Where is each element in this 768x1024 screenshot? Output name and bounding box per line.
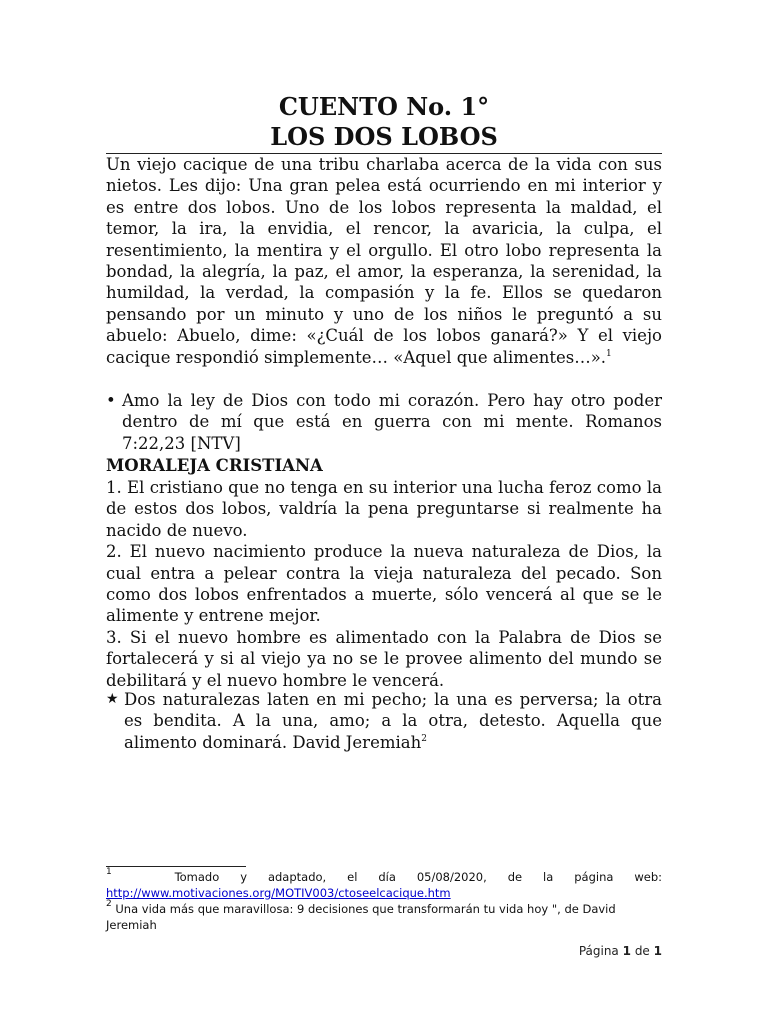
moral-heading: MORALEJA CRISTIANA [106,456,323,475]
footnote-separator [106,866,246,867]
moral-list [106,477,662,691]
scripture-bullet [106,390,662,454]
footer-label: Página [578,944,619,958]
bullet-icon: • [106,391,116,410]
footnote-1-line [106,869,662,885]
page-number [579,944,662,958]
quote-text: Dos naturalezas laten en mi pecho; la una es perversa; la otra es bendita. A la una, amo; a la otra, detesto. Aquella que alimento dominará. David Jeremiah [124,690,662,752]
footer-total: 1 [653,944,662,958]
footnote-2-text: Una vida más que maravillosa: 9 decisiones que transformarán tu vida hoy ", de David Jeremiah [106,902,616,932]
scripture-text: Amo la ley de Dios con todo mi corazón. Pero hay otro poder dentro de mí que está en guerra con mi mente. Romanos 7:22,23 [NTV] [122,391,662,453]
star-icon: ★ [106,691,119,707]
story-paragraph [106,154,662,368]
story-text: Un viejo cacique de una tribu charlaba acerca de la vida con sus nietos. Les dijo: Una gran pelea está ocurriendo en mi interior y es entre dos lobos. Uno de los lobos representa la maldad, el temor, la ira, la envidia, el rencor, la avaricia, la culpa, el resentimiento, la mentira y el orgullo. El otro lobo representa la bondad, la alegría, la paz, el amor, la esperanza, la serenidad, la humildad, la verdad, la compasión y la fe. Ellos se quedaron pensando por un minuto y uno de los niños le preguntó a su abuelo: Abuelo, dime: «¿Cuál de los lobos ganará?» Y el viejo cacique respondió simplemente… «Aquel que alimentes…». [106,155,662,367]
moral-item-2: 2. El nuevo nacimiento produce la nueva naturaleza de Dios, la cual entra a pelear contra la vieja naturaleza del pecado. Son como dos lobos enfrentados a muerte, sólo vencerá al que se le alimente y entrene mejor. [106,542,662,626]
story-number-title: CUENTO No. 1° [278,92,490,121]
quote-bullet [106,689,662,753]
footnote-2-mark: 2 [106,899,112,909]
footnote-2 [106,901,662,933]
footnote-1-mark: 1 [106,867,112,877]
footnote-1-text: Tomado y adaptado, el día 05/08/2020, de la página web: [174,870,663,884]
story-title: LOS DOS LOBOS [270,122,498,151]
moral-item-1: 1. El cristiano que no tenga en su interior una lucha feroz como la de estos dos lobos, valdría la pena preguntarse si realmente ha nacido de nuevo. [106,478,662,540]
moral-item-3: 3. Si el nuevo hombre es alimentado con la Palabra de Dios se fortalecerá y si al viejo ya no se le provee alimento del mundo se debilitará y el nuevo hombre le vencerá. [106,627,662,690]
footnote-1-link[interactable]: http://www.motivaciones.org/MOTIV003/ctoseelcacique.htm [106,886,451,900]
footnote-1 [106,869,662,901]
footnote-ref-1[interactable]: 1 [606,348,612,359]
footer-page: 1 [622,944,631,958]
footnote-ref-2[interactable]: 2 [421,733,427,744]
footer-of: de [634,944,650,958]
